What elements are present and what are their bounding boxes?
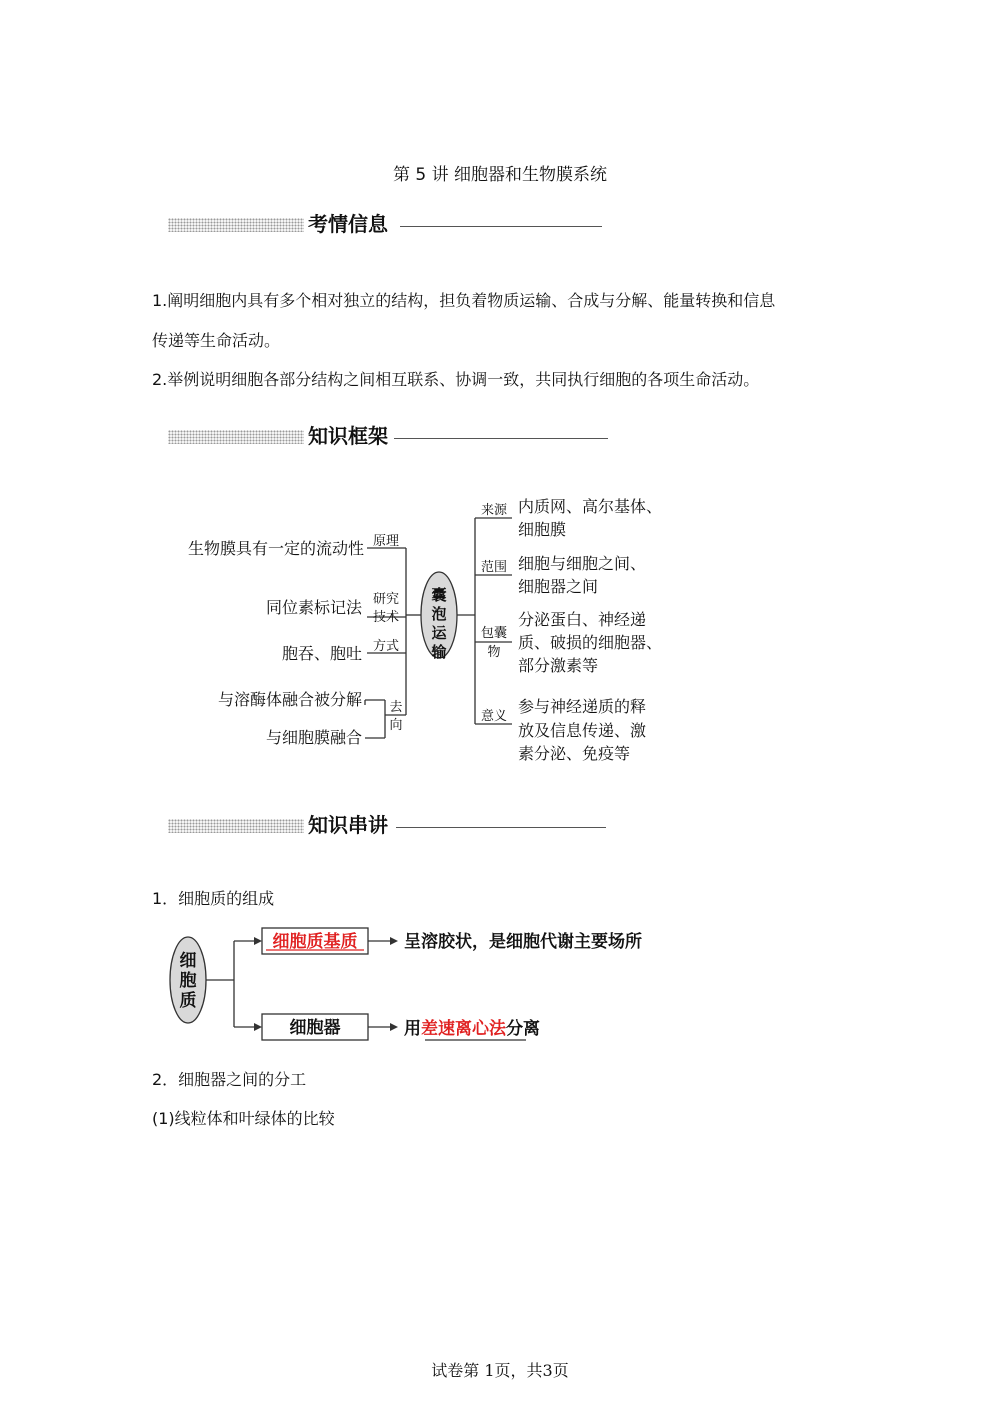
destination-2-text: 与细胞膜融合 [265, 728, 362, 747]
dotted-bar [168, 430, 304, 444]
vesicle-transport-diagram [160, 485, 680, 775]
lecture-item-2: 2．细胞器之间的分工 [152, 1070, 307, 1089]
center-char: 输 [431, 643, 447, 661]
technique-label: 技术 [372, 610, 400, 625]
destination-label: 向 [389, 718, 403, 733]
section-header-exam-info [168, 212, 608, 242]
root-char: 胞 [179, 971, 197, 991]
technique-text: 同位素标记法 [265, 598, 362, 617]
root-char: 质 [179, 991, 197, 1011]
mode-label: 方式 [372, 639, 400, 654]
organelle-box-label: 细胞器 [289, 1018, 341, 1038]
organelle-description: 用差速离心法分离 [404, 1019, 540, 1039]
section-rule [400, 226, 602, 227]
dotted-bar [168, 819, 304, 833]
lecture-item-1: 1．细胞质的组成 [152, 889, 275, 908]
contents-label: 物 [487, 645, 501, 660]
destination-label: 去 [389, 700, 403, 715]
meaning-text: 参与神经递质的释 [518, 697, 647, 716]
section-header-lecture [168, 813, 608, 843]
section-title: 知识串讲 [308, 813, 388, 837]
meaning-text: 素分泌、免疫等 [518, 744, 631, 763]
source-text: 内质网、高尔基体、 [518, 497, 663, 516]
page-title: 第 5 讲 细胞器和生物膜系统 [392, 165, 608, 185]
section-rule [394, 438, 608, 439]
destination-1-text: 与溶酶体融合被分解 [217, 690, 362, 709]
contents-label: 包囊 [480, 626, 508, 641]
section-title: 知识框架 [308, 424, 388, 448]
section-header-framework [168, 424, 608, 454]
technique-label: 研究 [372, 592, 400, 607]
mode-text: 胞吞、胞吐 [281, 644, 362, 663]
scope-text: 细胞器之间 [518, 577, 599, 596]
center-char: 运 [431, 624, 447, 642]
cytosol-description: 呈溶胶状，是细胞代谢主要场所 [404, 932, 642, 952]
cytosol-box-label: 细胞质基质 [272, 932, 358, 952]
objective-2: 2.举例说明细胞各部分结构之间相互联系、协调一致，共同执行细胞的各项生命活动。 [152, 370, 760, 389]
objective-1-line-1: 1.阐明细胞内具有多个相对独立的结构，担负着物质运输、合成与分解、能量转换和信息 [152, 291, 776, 310]
scope-text: 细胞与细胞之间、 [518, 554, 647, 573]
lecture-item-3: (1)线粒体和叶绿体的比较 [152, 1109, 335, 1128]
meaning-label: 意义 [480, 709, 508, 724]
principle-text: 生物膜具有一定的流动性 [187, 539, 364, 558]
root-char: 细 [179, 951, 197, 971]
principle-label: 原理 [372, 534, 400, 549]
contents-text: 质、破损的细胞器、 [518, 633, 663, 652]
section-rule [396, 827, 606, 828]
section-title: 考情信息 [308, 212, 388, 236]
contents-text: 部分激素等 [518, 656, 599, 675]
center-char: 泡 [431, 605, 447, 623]
source-label: 来源 [480, 503, 508, 518]
center-char: 囊 [431, 586, 447, 604]
dotted-bar [168, 218, 304, 232]
source-text: 细胞膜 [518, 520, 567, 539]
cytoplasm-diagram [160, 920, 680, 1050]
page-footer: 试卷第 1页，共3页 [431, 1361, 569, 1380]
contents-text: 分泌蛋白、神经递 [518, 610, 647, 629]
objective-1-line-2: 传递等生命活动。 [152, 331, 281, 350]
scope-label: 范围 [480, 560, 508, 575]
meaning-text: 放及信息传递、激 [518, 721, 647, 740]
